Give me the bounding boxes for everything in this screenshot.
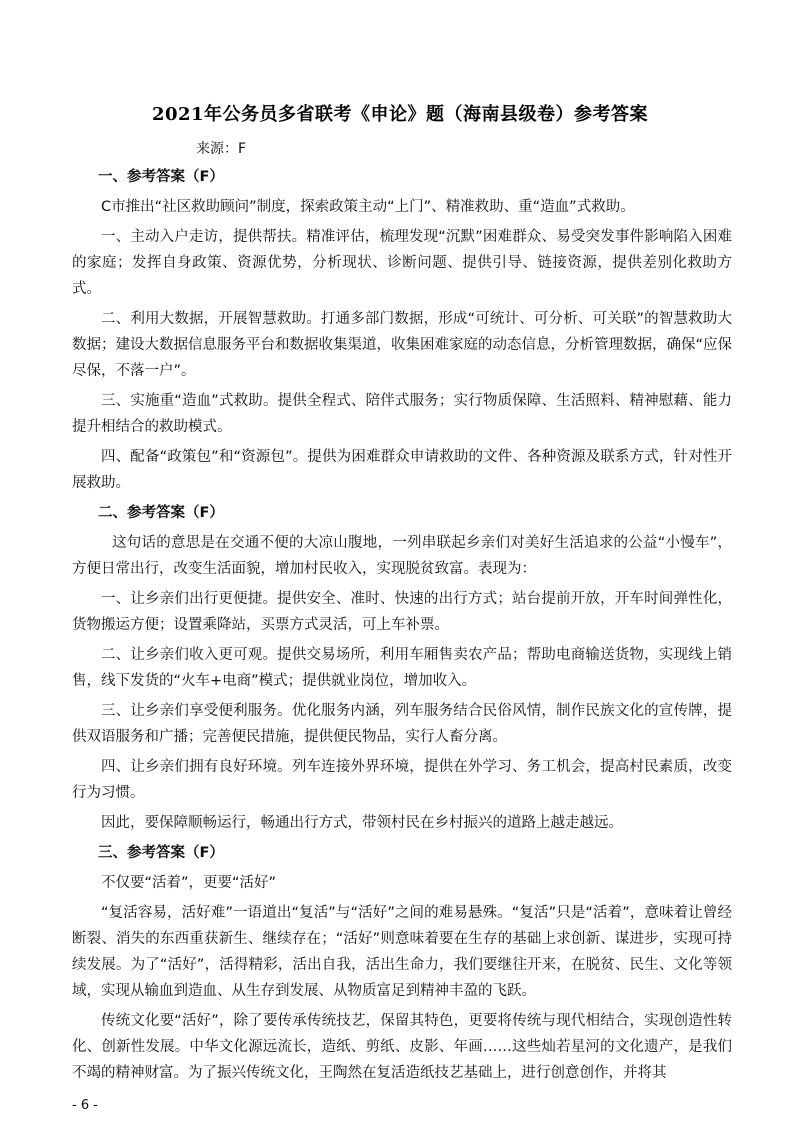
paragraph: 一、让乡亲们出行更便捷。提供安全、准时、快速的出行方式；站台提前开放，开车时间弹性化，货物搬运方便；设置乘降站，买票方式灵活，可上车补票。	[72, 591, 732, 633]
paragraph: 二、利用大数据，开展智慧救助。打通多部门数据，形成“可统计、可分析、可关联”的智慧救助大数据；建设大数据信息服务平台和数据收集渠道，收集困难家庭的动态信息，分析管理数据，确保“应保尽保，不落一户”。	[72, 311, 733, 379]
document-source: 来源：F	[196, 141, 247, 157]
paragraph: C市推出“社区救助顾问”制度，探索政策主动“上门”、精准救助、重“造血”式救助。	[101, 199, 635, 215]
document-title: 2021年公务员多省联考《申论》题（海南县级卷）参考答案	[151, 104, 649, 125]
document-body	[72, 164, 732, 1090]
paragraph: 这句话的意思是在交通不便的大凉山腹地，一列串联起乡亲们对美好生活追求的公益“小慢车”，方便日常出行，改变生活面貌，增加村民收入，实现脱贫致富。表现为：	[72, 535, 732, 577]
page-number: - 6 -	[72, 1098, 98, 1113]
paragraph: 二、让乡亲们收入更可观。提供交易场所，利用车厢售卖农产品；帮助电商输送货物，实现线上销售，线下发货的“火车+电商”模式；提供就业岗位，增加收入。	[72, 647, 732, 689]
paragraph: 三、让乡亲们享受便利服务。优化服务内涵，列车服务结合民俗风情，制作民族文化的宣传牌，提供双语服务和广播；完善便民措施，提供便民物品，实行人畜分离。	[72, 703, 732, 745]
paragraph: 三、实施重“造血”式救助。提供全程式、陪伴式服务；实行物质保障、生活照料、精神慰藉、能力提升相结合的救助模式。	[72, 393, 732, 435]
essay-title: 不仅要“活着”，更要“活好”	[101, 875, 277, 891]
section-heading: 二、参考答案（F）	[98, 505, 224, 521]
paragraph: 四、让乡亲们拥有良好环境。列车连接外界环境，提供在外学习、务工机会，提高村民素质，改变行为习惯。	[72, 759, 732, 801]
paragraph: 四、配备“政策包”和“资源包”。提供为困难群众申请救助的文件、各种资源及联系方式，针对性开展救助。	[72, 449, 732, 491]
section-heading: 三、参考答案（F）	[98, 845, 224, 861]
section-heading: 一、参考答案（F）	[98, 169, 224, 185]
paragraph: 一、主动入户走访，提供帮扶。精准评估，梳理发现“沉默”困难群众、易受突发事件影响陷入困难的家庭；发挥自身政策、资源优势，分析现状、诊断问题、提供引导、链接资源，提供差别化救助方式。	[72, 229, 732, 297]
paragraph: “复活容易，活好难”一语道出“复活”与“活好”之间的难易悬殊。“复活”只是“活着”，意味着让曾经断裂、消失的东西重获新生、继续存在；“活好”则意味着要在生存的基础上求创新、谋进步，实现可持续发展。为了“活好”，活得精彩，活出自我，活出生命力，我们要继往开来，在脱贫、民生、文化等领域，实现从输血到造血、从生存到发展、从物质富足到精神丰盈的飞跃。	[72, 905, 732, 999]
paragraph: 因此，要保障顺畅运行，畅通出行方式，带领村民在乡村振兴的道路上越走越远。	[101, 815, 623, 831]
paragraph: 传统文化要“活好”，除了要传承传统技艺，保留其特色，更要将传统与现代相结合，实现创造性转化、创新性发展。中华文化源远流长，造纸、剪纸、皮影、年画……这些灿若星河的文化遗产，是我们不竭的精神财富。为了振兴传统文化，王陶然在复活造纸技艺基础上，进行创意创作，并将其	[72, 1013, 732, 1081]
